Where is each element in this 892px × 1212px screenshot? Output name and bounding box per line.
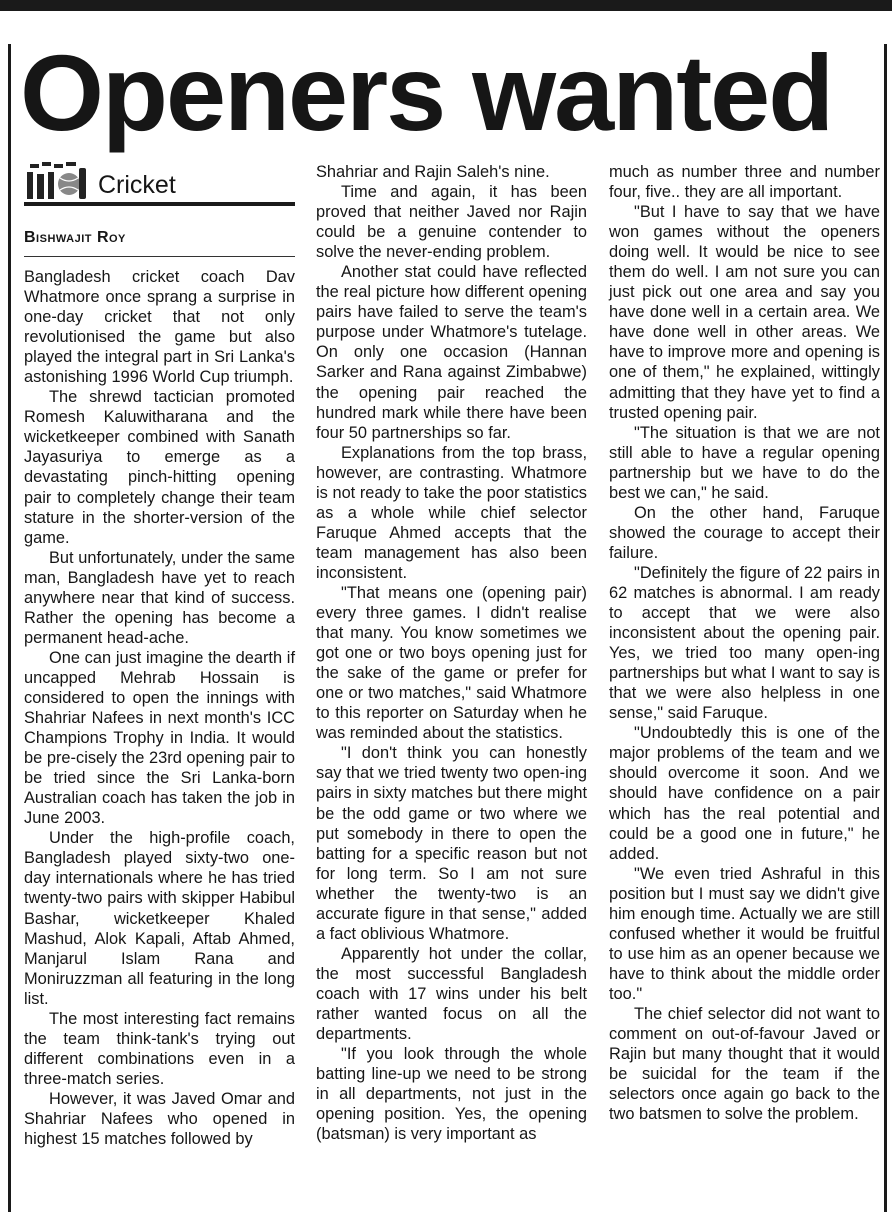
paragraph: Time and again, it has been proved that neither Javed nor Rajin could be a genuine contender to solve the never-ending problem. [316,183,587,262]
paragraph: The shrewd tactician promoted Romesh Kaluwitharana and the wicketkeeper combined with Sanath Jayasuriya to emerge as a devastating pinch-hitting opening pair to completely change their team stature in the shorter-version of the game. [24,388,295,547]
paragraph: "Definitely the figure of 22 pairs in 62 matches is abnormal. I am ready to accept that we were also inconsistent about the opening pair. Yes, we tried too many open-ing partnerships but what I want to say is that we were also helpless in one sense," said Faruque. [609,563,880,723]
article-column-3 [609,162,880,1124]
section-label: Cricket [98,171,176,199]
paragraph: One can just imagine the dearth if uncapped Mehrab Hossain is considered to open the innings with Shahriar Nafees in next month's ICC Champions Trophy in India. It would be pre-cisely the 23rd opening pair to be tried since the Sri Lanka-born Australian coach has taken the job in June 2003. [24,648,295,828]
paragraph: "The situation is that we are not still able to have a regular opening partnership but we have to do the best we can," he said. [609,423,880,502]
paragraph: The most interesting fact remains the team think-tank's trying out different combinations even in a three-match series. [24,1009,295,1088]
left-border-rule [8,44,11,1212]
top-border-rule [0,0,892,11]
article-column-2 [316,162,587,1144]
paragraph: But unfortunately, under the same man, Bangladesh have yet to reach anywhere near that kind of success. Rather the opening has become a permanent head-ache. [24,548,295,647]
paragraph: Shahriar and Rajin Saleh's nine. [316,163,550,181]
article-column-1 [24,162,295,1149]
paragraph: However, it was Javed Omar and Shahriar Nafees who opened in highest 15 matches followed by [24,1089,295,1149]
byline-rule [24,256,295,257]
cricket-logo-icon [24,162,96,202]
paragraph: "But I have to say that we have won games without the openers doing well. It would be nice to see them do well. I am not sure you can just pick out one area and say you have done well in a certain area. We have done well in other areas. We have to improve more and opening is one of them," he explained, wittingly admitting that they have yet to find a trusted opening pair. [609,203,880,422]
paragraph: Bangladesh cricket coach Dav Whatmore once sprang a surprise in one-day cricket that not only revolutionised the game but also played the integral part in Sri Lanka's astonishing 1996 World Cup triumph. [24,268,295,387]
paragraph: "That means one (opening pair) every three games. I didn't realise that many. You know sometimes we got one or two boys opening just for the sake of the game or prefer for one or two matches," said Whatmore to this reporter on Saturday when he was reminded about the statistics. [316,583,587,743]
paragraph: "We even tried Ashraful in this position but I must say we didn't give him enough time. Actually we are still confused whether it would be fruitful to use him as an opener because we have to think about the middle order too." [609,864,880,1003]
paragraph: Explanations from the top brass, however, are contrasting. Whatmore is not ready to take the poor statistics as a whole while chief selector Faruque Ahmed accepts that the team management has also been inconsistent. [316,443,587,582]
right-border-rule [884,44,887,1212]
headline: Openers wanted [20,32,833,153]
section-rule [24,202,295,206]
paragraph: "Undoubtedly this is one of the major problems of the team and we should overcome it soon. And we should have confidence on a pair which has the real potential and could be a good one in future," he added. [609,724,880,863]
paragraph: Apparently hot under the collar, the most successful Bangladesh coach with 17 wins under his belt rather wanted focus on all the departments. [316,944,587,1044]
paragraph: Another stat could have reflected the real picture how different opening pairs have failed to serve the team's purpose under Whatmore's tutelage. On only one occasion (Hannan Sarker and Rana against Zimbabwe) the opening pair reached the hundred mark while there have been four 50 partnerships so far. [316,263,587,442]
paragraph: The chief selector did not want to comment on out-of-favour Javed or Rajin but many thought that it would be suicidal for the team if the selectors once again go back to the two batsmen to solve the problem. [609,1004,880,1124]
paragraph: "I don't think you can honestly say that we tried twenty two open-ing pairs in sixty matches but there might be the odd game or two where we put somebody in there to open the batting for a specific reason but not for long term. So I am not sure whether the twenty-two is an accurate figure in that sense," added a fact oblivious Whatmore. [316,744,587,943]
section-tag [24,162,295,202]
paragraph: much as number three and number four, five.. they are all important. [609,163,880,202]
paragraph: "If you look through the whole batting line-up we need to be strong in all departments, not just in the opening position. Yes, the opening (batsman) is very important as [316,1045,587,1144]
paragraph: On the other hand, Faruque showed the courage to accept their failure. [609,503,880,562]
paragraph: Under the high-profile coach, Bangladesh played sixty-two one-day internationals where he has tried twenty-two pairs with skipper Habibul Bashar, wicketkeeper Khaled Mashud, Alok Kapali, Aftab Ahmed, Manjarul Islam Rana and Moniruzzman all featuring in the long list. [24,829,295,1008]
byline: Bishwajit Roy [24,229,126,246]
